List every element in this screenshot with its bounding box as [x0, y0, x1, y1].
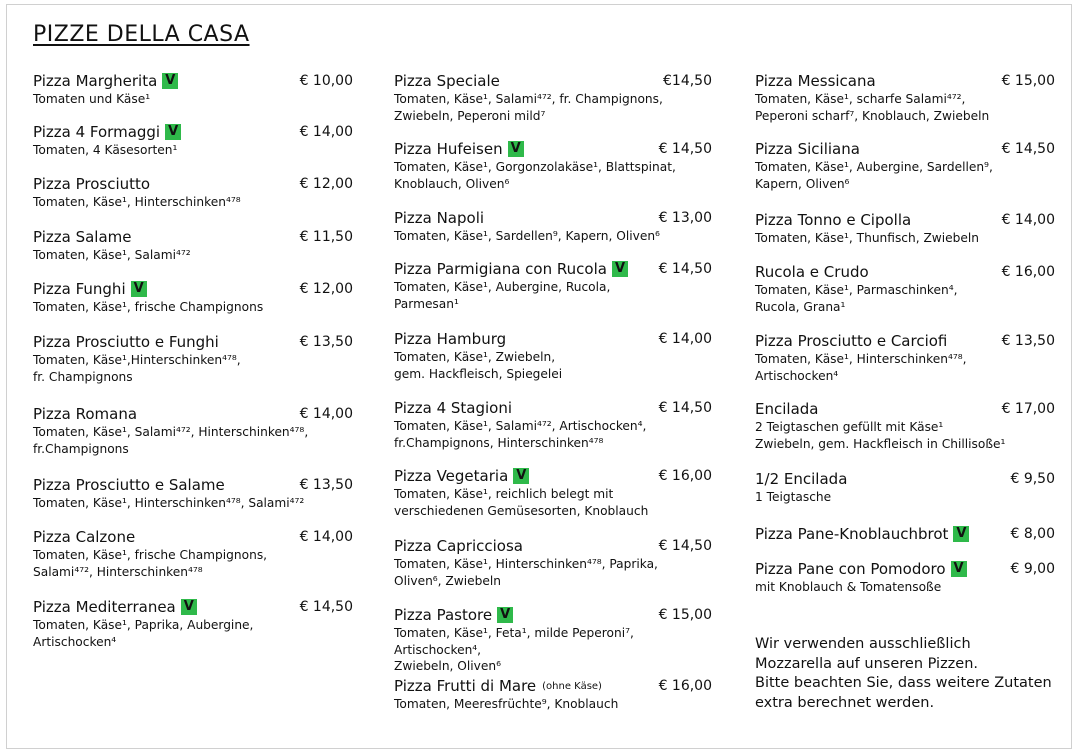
menu-item-name: Pizza Pane-Knoblauchbrot: [755, 525, 949, 543]
menu-item-header: [394, 260, 712, 279]
menu-item-name: Pizza Pane con Pomodoro: [755, 560, 946, 578]
menu-item: [394, 72, 712, 124]
menu-item: [394, 330, 712, 382]
menu-item-header: [755, 332, 1055, 351]
menu-item-name: Pizza Pastore: [394, 606, 493, 624]
menu-item-header: [33, 175, 353, 194]
menu-item-description: 2 Teigtaschen gefüllt mit Käse¹ Zwiebeln, gem. Hackfleisch in Chillisoße¹: [755, 420, 1006, 451]
menu-item-price: € 14,50: [1001, 141, 1055, 157]
menu-item-name: Pizza Mediterranea: [33, 598, 176, 616]
menu-item: [394, 140, 712, 192]
menu-item-header: [33, 333, 353, 352]
vegetarian-badge: V: [162, 73, 178, 89]
menu-item: [394, 677, 712, 713]
vegetarian-badge: V: [513, 468, 529, 484]
menu-item: [755, 72, 1055, 124]
menu-item-description: Tomaten, Käse¹, Hinterschinken⁴⁷⁸, Paprika, Oliven⁶, Zwiebeln: [394, 557, 658, 588]
menu-item-price: € 16,00: [658, 468, 712, 484]
menu-item: [755, 400, 1055, 452]
menu-item-name: Pizza Prosciutto e Salame: [33, 476, 225, 494]
menu-item-header: [394, 606, 712, 625]
menu-item: [33, 333, 353, 385]
menu-item-name: Pizza Prosciutto e Carciofi: [755, 332, 948, 350]
menu-item-price: € 10,00: [299, 73, 353, 89]
vegetarian-badge: V: [508, 141, 524, 157]
menu-item-price: € 15,00: [658, 607, 712, 623]
menu-item: [33, 528, 353, 580]
menu-item-description: Tomaten, Meeresfrüchte⁹, Knoblauch: [394, 697, 619, 711]
menu-item-price: € 14,50: [658, 141, 712, 157]
menu-item-header: [33, 528, 353, 547]
menu-item-header: [33, 123, 353, 142]
menu-item-header: [394, 467, 712, 486]
menu-item-price: € 13,00: [658, 210, 712, 226]
menu-item: [33, 175, 353, 211]
menu-item-header: [394, 537, 712, 556]
footer-note: Wir verwenden ausschließlich Mozzarella auf unseren Pizzen. Bitte beachten Sie, dass weitere Zutaten extra berechnet werden.: [755, 636, 1052, 711]
menu-item-header: [394, 677, 712, 696]
menu-item: [394, 537, 712, 589]
menu-item-name: Pizza Prosciutto e Funghi: [33, 333, 219, 351]
menu-item-description: Tomaten, Käse¹, Salami⁴⁷², fr. Champignons, Zwiebeln, Peperoni mild⁷: [394, 92, 663, 123]
menu-item-price: € 17,00: [1001, 401, 1055, 417]
menu-item-header: [755, 140, 1055, 159]
menu-item-price: € 14,50: [299, 599, 353, 615]
menu-item-description: Tomaten, Käse¹, Hinterschinken⁴⁷⁸, Artischocken⁴: [755, 352, 967, 383]
vegetarian-badge: V: [181, 599, 197, 615]
menu-item-price: € 16,00: [1001, 264, 1055, 280]
menu-item-description: Tomaten und Käse¹: [33, 92, 151, 106]
menu-item-name: Pizza Hamburg: [394, 330, 507, 348]
menu-item-header: [33, 280, 353, 299]
menu-item: [755, 140, 1055, 192]
menu-item-description: mit Knoblauch & Tomatensoße: [755, 580, 942, 594]
menu-item-header: [755, 211, 1055, 230]
menu-item-name: Pizza Tonno e Cipolla: [755, 211, 912, 229]
menu-item-description: Tomaten, Käse¹, frische Champignons, Salami⁴⁷², Hinterschinken⁴⁷⁸: [33, 548, 268, 579]
vegetarian-badge: V: [951, 561, 967, 577]
menu-item-header: [33, 72, 353, 91]
menu-item-name: 1/2 Encilada: [755, 470, 848, 488]
vegetarian-badge: V: [497, 607, 513, 623]
menu-item-description: Tomaten, Käse¹, scharfe Salami⁴⁷², Peperoni scharf⁷, Knoblauch, Zwiebeln: [755, 92, 990, 123]
menu-item-description: Tomaten, Käse¹, reichlich belegt mit verschiedenen Gemüsesorten, Knoblauch: [394, 487, 649, 518]
menu-item-price: € 12,00: [299, 176, 353, 192]
menu-item-price: € 16,00: [658, 678, 712, 694]
menu-item-description: Tomaten, Käse¹, Aubergine, Rucola, Parmesan¹: [394, 280, 611, 311]
menu-item-name: Pizza Vegetaria: [394, 467, 509, 485]
menu-item-price: € 8,00: [1010, 526, 1055, 542]
vegetarian-badge: V: [953, 526, 969, 542]
menu-item-header: [755, 72, 1055, 91]
menu-item: [394, 606, 712, 675]
menu-item-description: Tomaten, Käse¹, Sardellen⁹, Kapern, Oliven⁶: [394, 229, 660, 243]
menu-item-description: Tomaten, Käse¹, Salami⁴⁷², Artischocken⁴, fr.Champignons, Hinterschinken⁴⁷⁸: [394, 419, 647, 450]
menu-item-name: Pizza Prosciutto: [33, 175, 151, 193]
menu-item: [33, 123, 353, 159]
menu-item: [33, 598, 353, 650]
menu-item-header: [755, 263, 1055, 282]
menu-item-name: Pizza Speciale: [394, 72, 500, 90]
menu-item-name: Pizza Parmigiana con Rucola: [394, 260, 607, 278]
menu-item-price: € 13,50: [299, 477, 353, 493]
menu-item-description: Tomaten, Käse¹, Thunfisch, Zwiebeln: [755, 231, 980, 245]
menu-item-header: [33, 228, 353, 247]
menu-item-header: [33, 476, 353, 495]
menu-item-description: Tomaten, Käse¹, Zwiebeln, gem. Hackfleisch, Spiegelei: [394, 350, 563, 381]
menu-item: [755, 332, 1055, 384]
menu-item-header: [394, 72, 712, 91]
menu-item: [394, 399, 712, 451]
menu-item-description: Tomaten, Käse¹, Salami⁴⁷²: [33, 248, 191, 262]
menu-item-header: [755, 470, 1055, 489]
menu-item: [33, 476, 353, 512]
menu-item-header: [33, 405, 353, 424]
menu-item-header: [33, 598, 353, 617]
menu-item-description: Tomaten, Käse¹, Hinterschinken⁴⁷⁸, Salami⁴⁷²: [33, 496, 305, 510]
menu-item-price: € 14,50: [658, 400, 712, 416]
menu-item-header: [755, 560, 1055, 579]
menu-item-header: [755, 400, 1055, 419]
vegetarian-badge: V: [131, 281, 147, 297]
menu-item-name: Pizza 4 Formaggi: [33, 123, 161, 141]
menu-item-description: 1 Teigtasche: [755, 490, 832, 504]
menu-item-name: Pizza Messicana: [755, 72, 876, 90]
menu-item-price: € 9,00: [1010, 561, 1055, 577]
menu-item: [755, 211, 1055, 247]
menu-item: [755, 263, 1055, 315]
menu-item-name: Pizza Margherita: [33, 72, 158, 90]
menu-item-description: Tomaten, Käse¹, Feta¹, milde Peperoni⁷, Artischocken⁴, Zwiebeln, Oliven⁶: [394, 626, 634, 673]
menu-item-description: Tomaten, Käse¹, Salami⁴⁷², Hinterschinken⁴⁷⁸, fr.Champignons: [33, 425, 309, 456]
menu-item-name: Encilada: [755, 400, 819, 418]
menu-item-price: €14,50: [663, 73, 712, 89]
menu-item-name: Pizza 4 Stagioni: [394, 399, 513, 417]
menu-item: [33, 72, 353, 108]
menu-item-price: € 11,50: [299, 229, 353, 245]
menu-item-description: Tomaten, Käse¹, frische Champignons: [33, 300, 264, 314]
menu-item: [33, 405, 353, 457]
page-title: PIZZE DELLA CASA: [33, 22, 250, 47]
menu-item: [755, 525, 1055, 544]
menu-item-name: Pizza Calzone: [33, 528, 136, 546]
menu-item-price: € 14,50: [658, 261, 712, 277]
menu-item-price: € 14,00: [299, 406, 353, 422]
menu-item-price: € 14,00: [658, 331, 712, 347]
menu-item-price: € 12,00: [299, 281, 353, 297]
menu-item-price: € 14,00: [1001, 212, 1055, 228]
menu-item-header: [394, 330, 712, 349]
menu-item-description: Tomaten, Käse¹, Parmaschinken⁴, Rucola, Grana¹: [755, 283, 958, 314]
menu-item-header: [394, 209, 712, 228]
menu-item: [755, 470, 1055, 506]
menu-item-price: € 14,00: [299, 529, 353, 545]
menu-item-price: € 13,50: [1001, 333, 1055, 349]
menu-item-header: [755, 525, 1055, 544]
menu-item-description: Tomaten, Käse¹, Aubergine, Sardellen⁹, Kapern, Oliven⁶: [755, 160, 993, 191]
menu-item-name: Pizza Salame: [33, 228, 132, 246]
menu-item-description: Tomaten, Käse¹, Gorgonzolakäse¹, Blattspinat, Knoblauch, Oliven⁶: [394, 160, 676, 191]
menu-item: [33, 280, 353, 316]
vegetarian-badge: V: [612, 261, 628, 277]
menu-item-description: Tomaten, Käse¹, Hinterschinken⁴⁷⁸: [33, 195, 241, 209]
menu-item-note: (ohne Käse): [542, 681, 602, 692]
menu-item: [394, 260, 712, 312]
menu-item-description: Tomaten, Käse¹, Paprika, Aubergine, Artischocken⁴: [33, 618, 254, 649]
menu-item-header: [394, 399, 712, 418]
menu-item-name: Pizza Hufeisen: [394, 140, 503, 158]
vegetarian-badge: V: [165, 124, 181, 140]
menu-item-price: € 15,00: [1001, 73, 1055, 89]
menu-item-name: Pizza Siciliana: [755, 140, 860, 158]
menu-item-description: Tomaten, 4 Käsesorten¹: [33, 143, 178, 157]
menu-item-description: Tomaten, Käse¹,Hinterschinken⁴⁷⁸, fr. Champignons: [33, 353, 241, 384]
menu-item-header: [394, 140, 712, 159]
menu-item-name: Rucola e Crudo: [755, 263, 869, 281]
menu-item-name: Pizza Capricciosa: [394, 537, 523, 555]
menu-item-price: € 13,50: [299, 334, 353, 350]
menu-item-price: € 14,50: [658, 538, 712, 554]
menu-item-price: € 9,50: [1010, 471, 1055, 487]
menu-item-name: Pizza Napoli: [394, 209, 485, 227]
menu-item-name: Pizza Funghi: [33, 280, 126, 298]
menu-item: [33, 228, 353, 264]
menu-item: [394, 209, 712, 245]
menu-item: [394, 467, 712, 519]
menu-item-name: Pizza Romana: [33, 405, 138, 423]
menu-item-name: Pizza Frutti di Mare: [394, 677, 537, 695]
menu-item-price: € 14,00: [299, 124, 353, 140]
menu-item: [755, 560, 1055, 596]
